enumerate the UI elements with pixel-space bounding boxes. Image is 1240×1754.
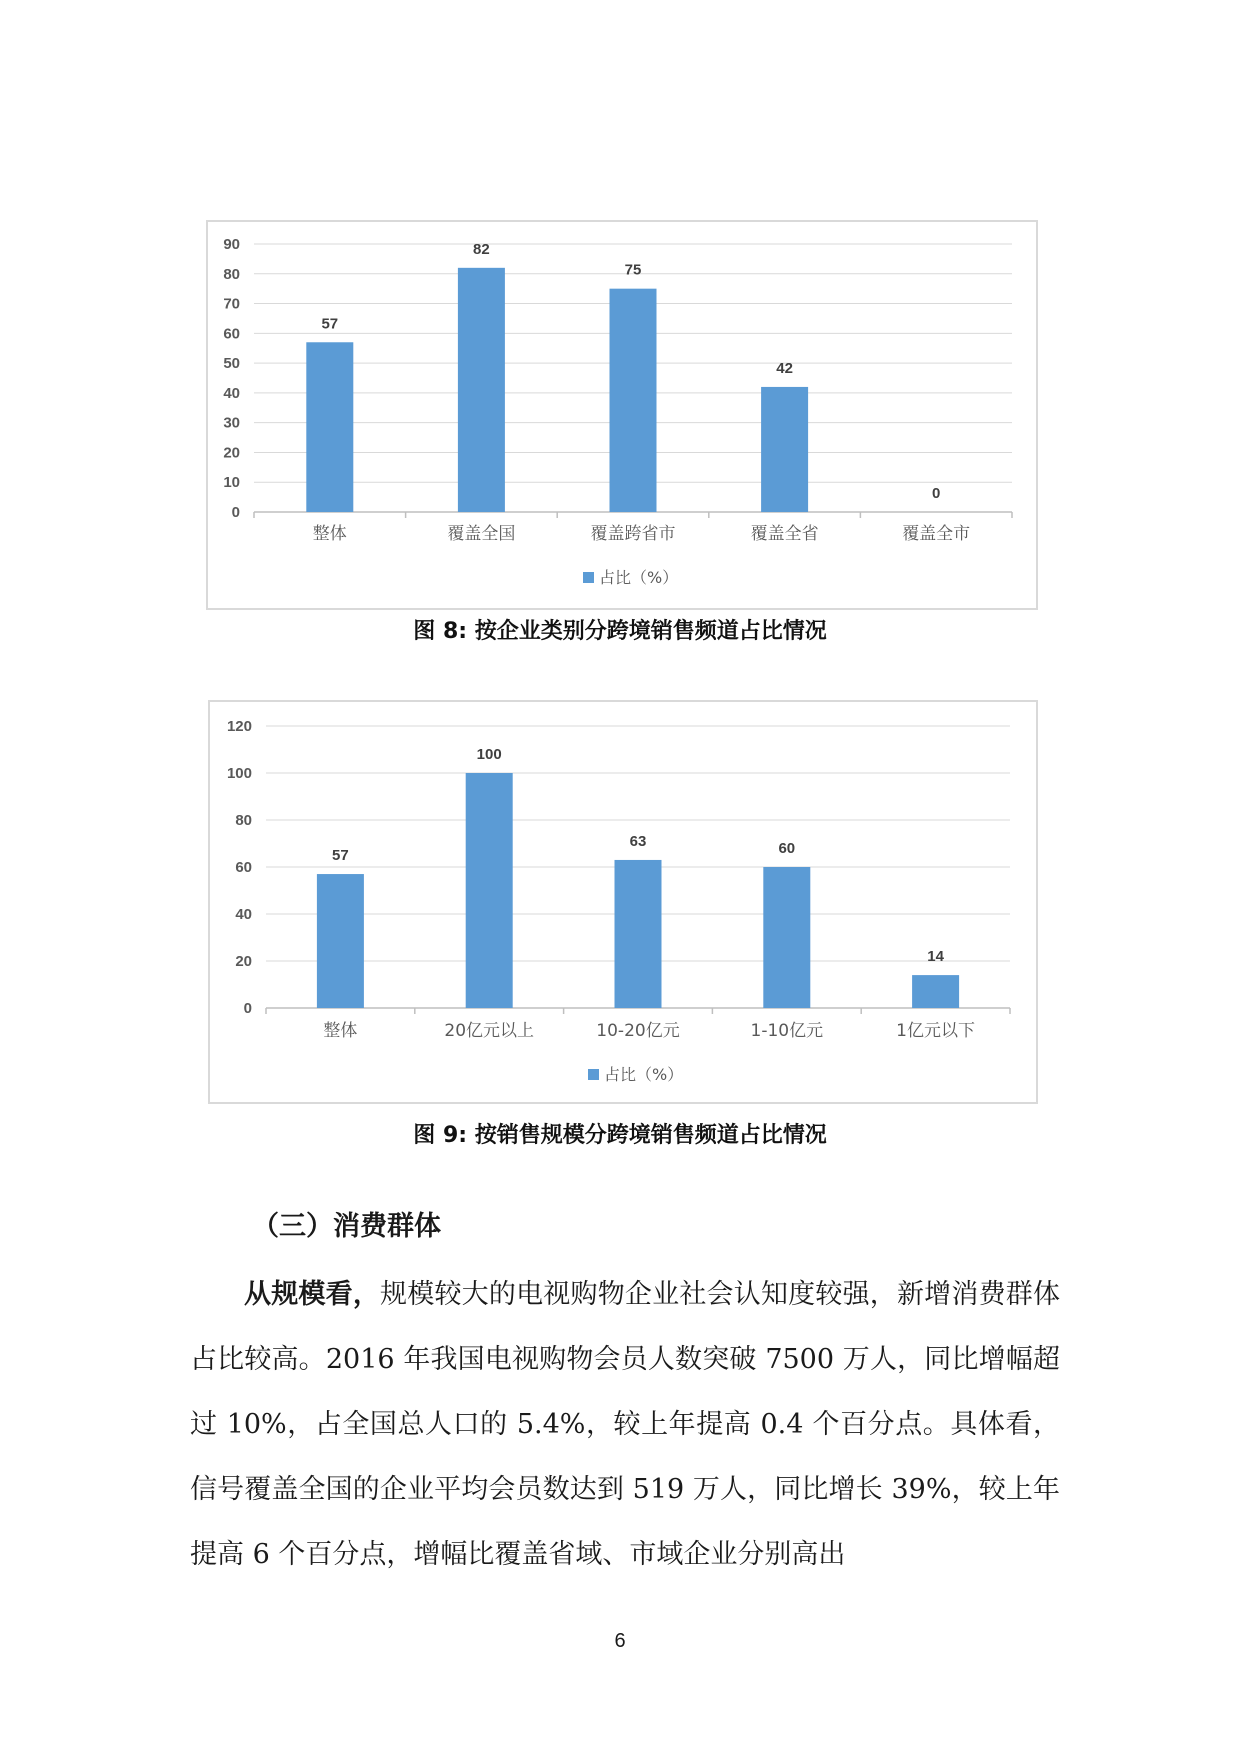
paragraph-lead: 从规模看，	[244, 1279, 381, 1310]
y-tick-label: 80	[235, 812, 252, 829]
bar	[610, 289, 657, 512]
x-category-label: 1-10亿元	[750, 1021, 824, 1041]
bar	[306, 342, 353, 512]
bar	[615, 860, 662, 1008]
y-tick-label: 60	[223, 325, 240, 343]
data-label: 75	[624, 261, 642, 279]
section-heading: （三）消费群体	[252, 1211, 441, 1242]
figure-8-caption: 图 8: 按企业类别分跨境销售频道占比情况	[413, 619, 827, 644]
legend-swatch	[583, 572, 594, 583]
bar	[761, 387, 808, 512]
bar	[458, 268, 505, 512]
legend-label: 占比（%）	[604, 1065, 684, 1084]
data-label: 0	[932, 485, 941, 502]
y-tick-label: 10	[223, 474, 240, 492]
x-category-label: 1亿元以下	[896, 1021, 976, 1041]
data-label: 100	[476, 746, 502, 763]
x-category-label: 整体	[312, 524, 347, 544]
y-tick-label: 100	[226, 765, 252, 782]
legend-label: 占比（%）	[599, 568, 679, 587]
paragraph-text: 规模较大的电视购物企业社会认知度较强，新增消费群体占比较高。2016 年我国电视购物会员人数突破 7500 万人，同比增幅超过 10%，占全国总人口的 5.4%，较上年提高 0.4 个百分点。具体看，信号覆盖全国的企业平均会员数达到 519 万人，同比增长 39%，较上年提高 6 个百分点，增幅比覆盖省域、市域企业分别高出	[190, 1279, 1061, 1570]
data-label: 63	[629, 832, 647, 850]
chart-fig9-svg	[210, 702, 1036, 1102]
x-category-label: 覆盖跨省市	[590, 524, 676, 544]
y-tick-label: 20	[235, 953, 252, 970]
y-tick-label: 70	[223, 295, 240, 313]
chart-fig9	[208, 700, 1038, 1104]
bar	[317, 874, 364, 1008]
x-category-label: 覆盖全省	[750, 524, 819, 544]
y-tick-label: 40	[235, 906, 252, 923]
data-label: 60	[778, 840, 796, 857]
x-category-label: 10-20亿元	[596, 1021, 680, 1041]
data-label: 14	[927, 948, 944, 966]
y-tick-label: 80	[223, 265, 240, 283]
chart-fig8	[206, 220, 1038, 610]
y-tick-label: 120	[226, 718, 252, 735]
y-tick-label: 40	[223, 384, 240, 402]
data-label: 42	[776, 359, 793, 377]
y-tick-label: 0	[243, 1000, 252, 1017]
figure-9-caption: 图 9: 按销售规模分跨境销售频道占比情况	[413, 1123, 827, 1148]
chart-fig8-svg	[208, 222, 1036, 608]
legend-swatch	[588, 1069, 599, 1080]
bar	[763, 867, 810, 1008]
y-tick-label: 0	[231, 504, 240, 521]
data-label: 82	[473, 240, 490, 258]
y-tick-label: 50	[223, 355, 240, 373]
x-category-label: 覆盖全市	[902, 524, 971, 544]
data-label: 57	[321, 315, 339, 333]
x-category-label: 覆盖全国	[447, 524, 516, 544]
data-label: 57	[332, 847, 349, 865]
x-category-label: 整体	[323, 1021, 358, 1041]
y-tick-label: 90	[223, 236, 240, 253]
page-number: 6	[614, 1630, 626, 1652]
bar	[912, 975, 959, 1008]
bar	[466, 773, 513, 1008]
body-paragraph	[190, 1262, 1060, 1587]
y-tick-label: 20	[223, 444, 240, 462]
x-category-label: 20亿元以上	[444, 1021, 535, 1041]
y-tick-label: 30	[223, 414, 240, 432]
y-tick-label: 60	[235, 859, 252, 876]
